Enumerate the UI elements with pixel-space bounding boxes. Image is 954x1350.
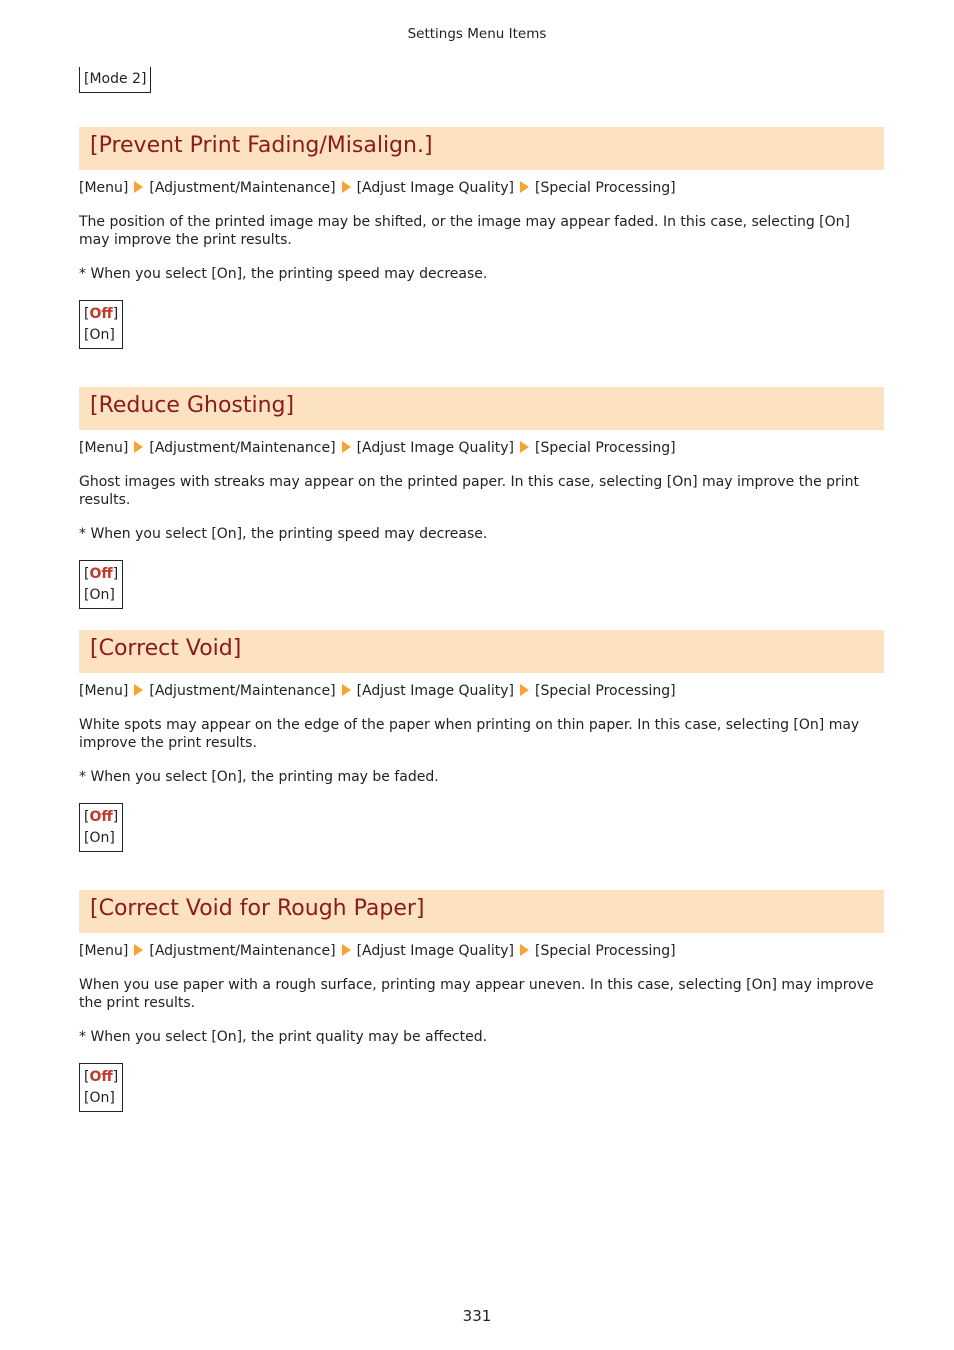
- option-off: [Off]: [84, 305, 119, 322]
- breadcrumb: [79, 180, 884, 200]
- default-value: Off: [89, 305, 113, 322]
- section-title: [Reduce Ghosting]: [79, 387, 884, 430]
- section-description: Ghost images with streaks may appear on the printed paper. In this case, selecting [On] may improve the print results.: [79, 474, 860, 508]
- section-note: * When you select [On], the print quality may be affected.: [79, 1029, 488, 1045]
- option-box: [79, 803, 123, 852]
- option-off: [Off]: [84, 565, 119, 582]
- arrow-right-icon: [342, 944, 351, 956]
- section-description: White spots may appear on the edge of the paper when printing on thin paper. In this case, selecting [On] may improve the print results.: [79, 717, 860, 751]
- arrow-right-icon: [520, 181, 529, 193]
- arrow-right-icon: [520, 441, 529, 453]
- section-prevent-print-fading: [79, 127, 884, 349]
- arrow-right-icon: [342, 684, 351, 696]
- section-reduce-ghosting: [79, 387, 884, 609]
- option-on: [On]: [84, 1089, 115, 1106]
- option-box-mode: [79, 67, 151, 93]
- default-value: Off: [89, 1068, 113, 1085]
- arrow-right-icon: [134, 684, 143, 696]
- breadcrumb-special-processing: [Special Processing]: [535, 440, 676, 456]
- breadcrumb-special-processing: [Special Processing]: [535, 943, 676, 959]
- option-on: [On]: [84, 829, 115, 846]
- breadcrumb: [79, 683, 884, 703]
- section-note: * When you select [On], the printing may be faded.: [79, 769, 439, 785]
- option-on: [On]: [84, 326, 115, 343]
- breadcrumb-adjust-image-quality: [Adjust Image Quality]: [356, 440, 515, 456]
- arrow-right-icon: [342, 441, 351, 453]
- section-description: When you use paper with a rough surface, printing may appear uneven. In this case, selecting [On] may improve the print results.: [79, 977, 874, 1011]
- breadcrumb-menu: [Menu]: [79, 683, 129, 699]
- option-off: [Off]: [84, 808, 119, 825]
- section-correct-void: [79, 630, 884, 852]
- breadcrumb: [79, 943, 884, 963]
- breadcrumb-adjustment-maintenance: [Adjustment/Maintenance]: [149, 180, 336, 196]
- option-box: [79, 1063, 123, 1112]
- breadcrumb-menu: [Menu]: [79, 180, 129, 196]
- arrow-right-icon: [134, 441, 143, 453]
- option-on: [On]: [84, 586, 115, 603]
- page-number: 331: [462, 1307, 492, 1325]
- breadcrumb-menu: [Menu]: [79, 440, 129, 456]
- arrow-right-icon: [134, 944, 143, 956]
- breadcrumb-adjust-image-quality: [Adjust Image Quality]: [356, 683, 515, 699]
- section-title: [Prevent Print Fading/Misalign.]: [79, 127, 884, 170]
- breadcrumb-adjustment-maintenance: [Adjustment/Maintenance]: [149, 943, 336, 959]
- section-title: [Correct Void]: [79, 630, 884, 673]
- breadcrumb-special-processing: [Special Processing]: [535, 683, 676, 699]
- page-header: Settings Menu Items: [407, 26, 547, 42]
- default-value: Off: [89, 565, 113, 582]
- arrow-right-icon: [520, 684, 529, 696]
- section-description: The position of the printed image may be shifted, or the image may appear faded. In this case, selecting [On] may improve the print results.: [79, 214, 850, 248]
- breadcrumb-adjustment-maintenance: [Adjustment/Maintenance]: [149, 683, 336, 699]
- breadcrumb-menu: [Menu]: [79, 943, 129, 959]
- default-value: Off: [89, 808, 113, 825]
- breadcrumb-adjust-image-quality: [Adjust Image Quality]: [356, 180, 515, 196]
- breadcrumb-adjustment-maintenance: [Adjustment/Maintenance]: [149, 440, 336, 456]
- section-correct-void-rough-paper: [79, 890, 884, 1112]
- breadcrumb-special-processing: [Special Processing]: [535, 180, 676, 196]
- section-title: [Correct Void for Rough Paper]: [79, 890, 884, 933]
- arrow-right-icon: [520, 944, 529, 956]
- option-box: [79, 300, 123, 349]
- option-off: [Off]: [84, 1068, 119, 1085]
- section-note: * When you select [On], the printing speed may decrease.: [79, 526, 488, 542]
- breadcrumb: [79, 440, 884, 460]
- arrow-right-icon: [342, 181, 351, 193]
- section-note: * When you select [On], the printing speed may decrease.: [79, 266, 488, 282]
- option-mode-2: [Mode 2]: [84, 71, 147, 87]
- breadcrumb-adjust-image-quality: [Adjust Image Quality]: [356, 943, 515, 959]
- option-box: [79, 560, 123, 609]
- arrow-right-icon: [134, 181, 143, 193]
